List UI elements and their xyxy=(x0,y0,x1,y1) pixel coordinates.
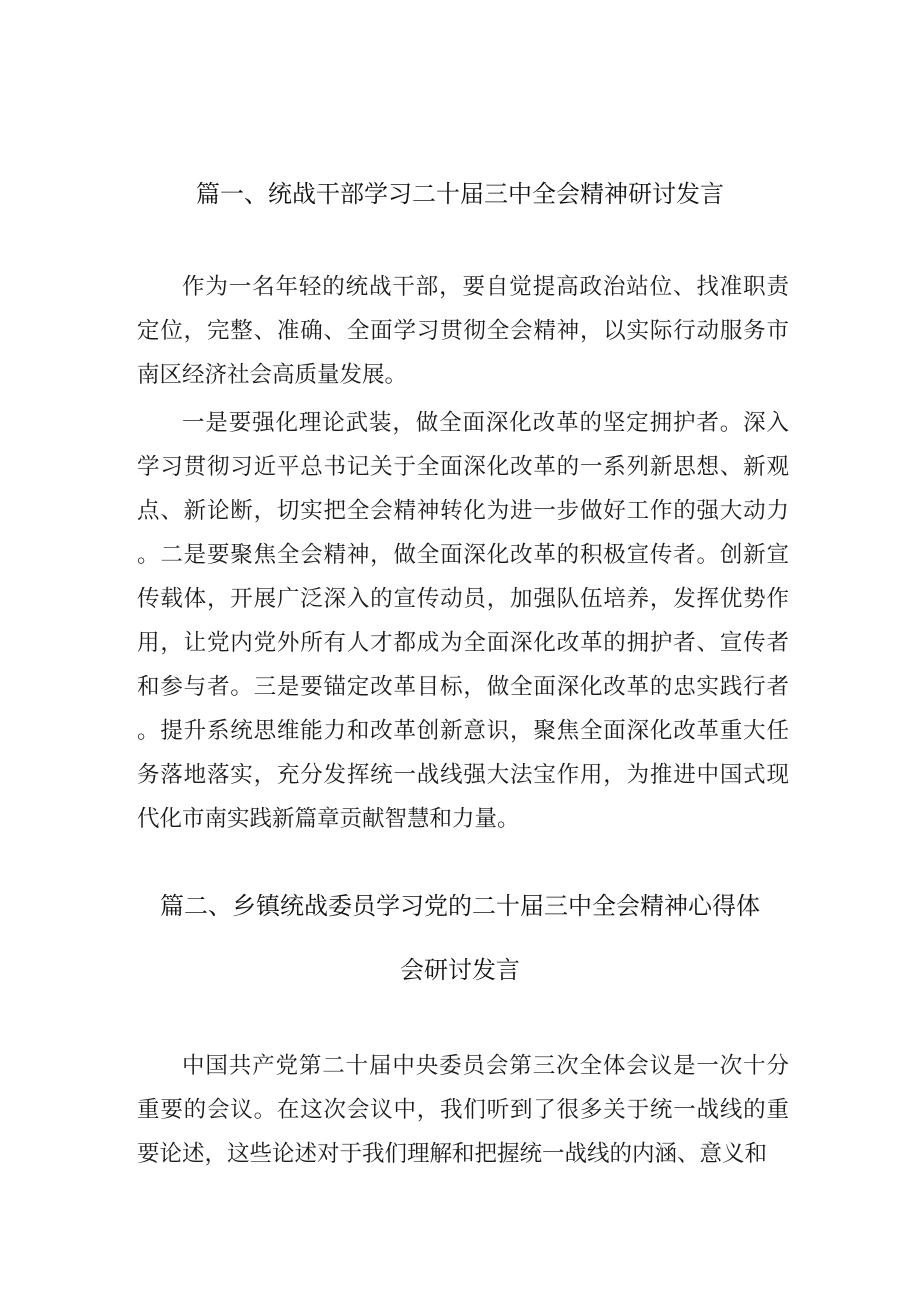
section-2-paragraph-1: 中国共产党第二十届中央委员会第三次全体会议是一次十分重要的会议。在这次会议中，我们听到了很多关于统一战线的重要论述，这些论述对于我们理解和把握统一战线的内涵、意义和 xyxy=(137,1053,789,1167)
section-2-title-line-1: 篇二、乡镇统战委员学习党的二十届三中全会精神心得体 xyxy=(160,892,760,920)
section-1-title: 篇一、统战干部学习二十届三中全会精神研讨发言 xyxy=(196,180,724,208)
section-2-title-line-2: 会研讨发言 xyxy=(400,956,520,984)
section-1-paragraph-1: 作为一名年轻的统战干部，要自觉提高政治站位、找准职责定位，完整、准确、全面学习贯彻全会精神，以实际行动服务市南区经济社会高质量发展。 xyxy=(137,274,789,388)
section-1-paragraph-2: 一是要强化理论武装，做全面深化改革的坚定拥护者。深入学习贯彻习近平总书记关于全面深化改革的一系列新思想、新观点、新论断，切实把全会精神转化为进一步做好工作的强大动力。二是要聚焦全会精神，做全面深化改革的积极宣传者。创新宣传载体，开展广泛深入的宣传动员，加强队伍培养，发挥优势作用，让党内党外所有人才都成为全面深化改革的拥护者、宣传者和参与者。三是要锚定改革目标，做全面深化改革的忠实践行者。提升系统思维能力和改革创新意识，聚焦全面深化改革重大任务落地落实，充分发挥统一战线强大法宝作用，为推进中国式现代化市南实践新篇章贡献智慧和力量。 xyxy=(137,410,789,832)
